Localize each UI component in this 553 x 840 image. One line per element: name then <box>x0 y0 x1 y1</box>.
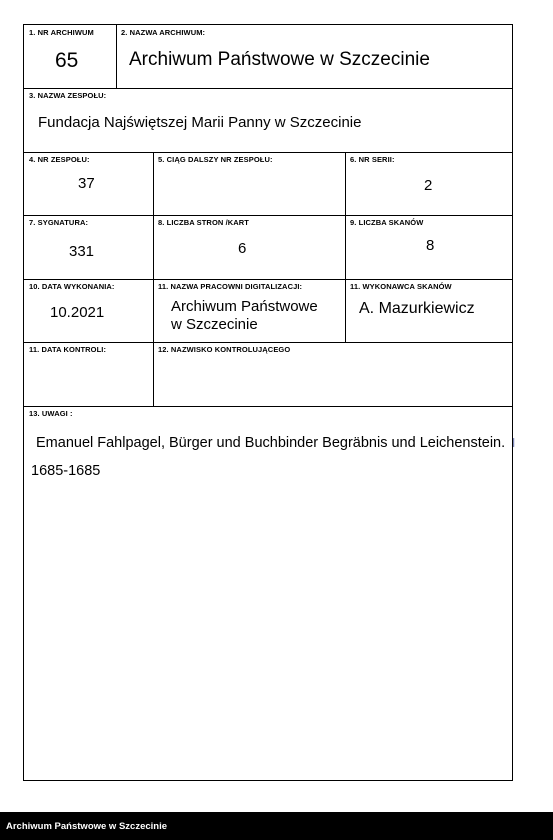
pracownia-cell <box>153 279 345 342</box>
liczba-stron-cell <box>153 215 345 279</box>
nr-archiwum-label: 1. NR ARCHIWUM <box>29 28 94 37</box>
nr-archiwum-value: 65 <box>55 49 79 72</box>
nazwa-archiwum-cell <box>116 25 512 88</box>
pracownia-line1: Archiwum Państwowe <box>171 298 318 315</box>
kontrolujacy-cell <box>153 342 512 406</box>
liczba-skanow-value: 8 <box>426 237 435 254</box>
nazwa-zespolu-label: 3. NAZWA ZESPOŁU: <box>29 91 107 100</box>
wykonawca-value: A. Mazurkiewicz <box>359 300 475 317</box>
nr-archiwum-cell <box>24 25 116 88</box>
liczba-skanow-cell <box>345 215 512 279</box>
pracownia-label: 11. NAZWA PRACOWNI DIGITALIZACJI: <box>158 282 303 291</box>
nazwa-zespolu-cell <box>24 88 512 152</box>
liczba-stron-label: 8. LICZBA STRON /KART <box>158 218 249 227</box>
ciag-dalszy-label: 5. CIĄG DALSZY NR ZESPOŁU: <box>158 155 273 164</box>
ciag-dalszy-cell <box>153 152 345 215</box>
uwagi-line2: 1685-1685 <box>31 463 101 479</box>
nazwa-archiwum-label: 2. NAZWA ARCHIWUM: <box>121 28 206 37</box>
nazwa-archiwum-value: Archiwum Państwowe w Szczecinie <box>129 49 430 70</box>
uwagi-line1: Emanuel Fahlpagel, Bürger und Buchbinder Begräbnis und Leichenstein. <box>36 435 506 451</box>
liczba-skanow-label: 9. LICZBA SKANÓW <box>350 218 424 227</box>
nr-serii-value: 2 <box>424 177 433 194</box>
uwagi-cell <box>24 406 512 780</box>
liczba-stron-value: 6 <box>238 240 247 257</box>
metadata-form <box>23 24 513 781</box>
nr-zespolu-label: 4. NR ZESPOŁU: <box>29 155 90 164</box>
footer-bar <box>0 812 553 840</box>
data-wykonania-label: 10. DATA WYKONANIA: <box>29 282 115 291</box>
scan-mark-icon: ❘ <box>510 437 518 447</box>
wykonawca-cell <box>345 279 512 342</box>
sygnatura-cell <box>24 215 153 279</box>
pracownia-line2: w Szczecinie <box>171 316 258 333</box>
data-wykonania-value: 10.2021 <box>50 304 105 321</box>
data-kontroli-label: 11. DATA KONTROLI: <box>29 345 107 354</box>
nr-serii-label: 6. NR SERII: <box>350 155 395 164</box>
sygnatura-label: 7. SYGNATURA: <box>29 218 89 227</box>
nr-zespolu-cell <box>24 152 153 215</box>
data-kontroli-cell <box>24 342 153 406</box>
nr-zespolu-value: 37 <box>78 175 95 192</box>
sygnatura-value: 331 <box>69 243 95 260</box>
uwagi-label: 13. UWAGI : <box>29 409 73 418</box>
nazwa-zespolu-value: Fundacja Najświętszej Marii Panny w Szczecinie <box>38 114 362 131</box>
kontrolujacy-label: 12. NAZWISKO KONTROLUJĄCEGO <box>158 345 291 354</box>
data-wykonania-cell <box>24 279 153 342</box>
footer-text: Archiwum Państwowe w Szczecinie <box>6 821 168 832</box>
nr-serii-cell <box>345 152 512 215</box>
wykonawca-label: 11. WYKONAWCA SKANÓW <box>350 282 452 291</box>
